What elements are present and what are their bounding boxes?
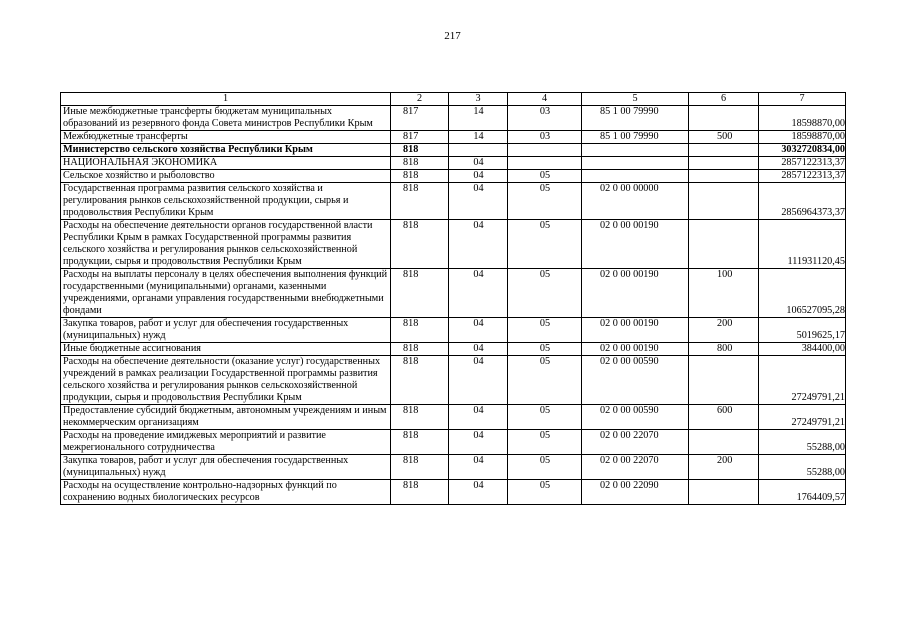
ministry-code-cell: 818 (391, 157, 449, 170)
expense-type-cell (689, 183, 759, 220)
target-article-cell: 02 0 00 00590 (582, 405, 689, 430)
amount-cell: 1764409,57 (759, 480, 846, 505)
expense-type-cell: 800 (689, 343, 759, 356)
ministry-code-cell: 818 (391, 430, 449, 455)
target-article-cell: 02 0 00 00590 (582, 356, 689, 405)
ministry-code-cell: 818 (391, 318, 449, 343)
item-name-cell: Расходы на обеспечение деятельности органов государственной власти Республики Крым в рамках Государственной программы развития сельского хозяйства и регулирования рынков сельскохозяйственной продукции, сырья и продовольствия Республики Крым (61, 220, 391, 269)
subsection-cell: 05 (508, 480, 582, 505)
item-name-cell: Расходы на проведение имиджевых мероприятий и развитие межрегионального сотрудничества (61, 430, 391, 455)
section-cell: 04 (449, 356, 508, 405)
target-article-cell: 85 1 00 79990 (582, 131, 689, 144)
amount-cell: 2857122313,37 (759, 170, 846, 183)
section-cell: 14 (449, 131, 508, 144)
amount-cell: 2856964373,37 (759, 183, 846, 220)
amount-cell: 106527095,28 (759, 269, 846, 318)
section-cell: 04 (449, 405, 508, 430)
amount-cell: 55288,00 (759, 455, 846, 480)
subsection-cell: 05 (508, 170, 582, 183)
amount-cell: 384400,00 (759, 343, 846, 356)
expense-type-cell (689, 157, 759, 170)
section-cell: 04 (449, 455, 508, 480)
item-name-cell: Расходы на осуществление контрольно-надзорных функций по сохранению водных биологических ресурсов (61, 480, 391, 505)
target-article-cell (582, 157, 689, 170)
amount-cell: 18598870,00 (759, 131, 846, 144)
ministry-code-cell: 817 (391, 131, 449, 144)
amount-cell: 5019625,17 (759, 318, 846, 343)
header-cell: 1 (61, 93, 391, 106)
section-cell: 14 (449, 106, 508, 131)
section-cell: 04 (449, 318, 508, 343)
page-number: 217 (444, 30, 461, 42)
expense-type-cell (689, 220, 759, 269)
header-cell: 2 (391, 93, 449, 106)
table-row (61, 405, 846, 430)
item-name-cell: Расходы на обеспечение деятельности (оказание услуг) государственных учреждений в рамках реализации Государственной программы развития сельского хозяйства и регулирования рынков сельскохозяйственной продукции, сырья и продовольствия Республики Крым (61, 356, 391, 405)
header-cell: 4 (508, 93, 582, 106)
table-row (61, 157, 846, 170)
expense-type-cell: 600 (689, 405, 759, 430)
header-cell: 5 (582, 93, 689, 106)
table-row (61, 106, 846, 131)
section-cell (449, 144, 508, 157)
subsection-cell (508, 144, 582, 157)
target-article-cell: 02 0 00 00190 (582, 318, 689, 343)
amount-cell: 111931120,45 (759, 220, 846, 269)
ministry-code-cell: 818 (391, 269, 449, 318)
ministry-code-cell: 817 (391, 106, 449, 131)
ministry-code-cell: 818 (391, 480, 449, 505)
item-name-cell: Расходы на выплаты персоналу в целях обеспечения выполнения функций государственными (муниципальными) органами, казенными учреждениями, органами управления государственными внебюджетными фондами (61, 269, 391, 318)
target-article-cell: 02 0 00 00190 (582, 343, 689, 356)
table-row (61, 131, 846, 144)
table-row (61, 183, 846, 220)
amount-cell: 18598870,00 (759, 106, 846, 131)
ministry-code-cell: 818 (391, 455, 449, 480)
table-row (61, 430, 846, 455)
expense-type-cell: 100 (689, 269, 759, 318)
item-name-cell: Государственная программа развития сельского хозяйства и регулирования рынков сельскохозяйственной продукции, сырья и продовольствия Республики Крым (61, 183, 391, 220)
amount-cell: 27249791,21 (759, 356, 846, 405)
header-cell: 3 (449, 93, 508, 106)
budget-table (60, 92, 846, 505)
subsection-cell: 05 (508, 318, 582, 343)
expense-type-cell (689, 480, 759, 505)
header-cell: 7 (759, 93, 846, 106)
target-article-cell (582, 144, 689, 157)
table-header-row (61, 93, 846, 106)
expense-type-cell (689, 356, 759, 405)
item-name-cell: Межбюджетные трансферты (61, 131, 391, 144)
expense-type-cell (689, 106, 759, 131)
subsection-cell: 03 (508, 131, 582, 144)
table-row (61, 480, 846, 505)
expense-type-cell (689, 144, 759, 157)
subsection-cell: 05 (508, 269, 582, 318)
ministry-code-cell: 818 (391, 183, 449, 220)
ministry-code-cell: 818 (391, 405, 449, 430)
amount-cell: 55288,00 (759, 430, 846, 455)
item-name-cell: Закупка товаров, работ и услуг для обеспечения государственных (муниципальных) нужд (61, 455, 391, 480)
target-article-cell: 02 0 00 22070 (582, 430, 689, 455)
expense-type-cell (689, 430, 759, 455)
section-cell: 04 (449, 480, 508, 505)
section-cell: 04 (449, 343, 508, 356)
target-article-cell: 02 0 00 22090 (582, 480, 689, 505)
table-row (61, 455, 846, 480)
amount-cell: 27249791,21 (759, 405, 846, 430)
target-article-cell: 02 0 00 00190 (582, 269, 689, 318)
table-row (61, 318, 846, 343)
amount-cell: 3032720834,00 (759, 144, 846, 157)
target-article-cell: 85 1 00 79990 (582, 106, 689, 131)
subsection-cell (508, 157, 582, 170)
expense-type-cell: 500 (689, 131, 759, 144)
item-name-cell: Закупка товаров, работ и услуг для обеспечения государственных (муниципальных) нужд (61, 318, 391, 343)
item-name-cell: Министерство сельского хозяйства Республики Крым (61, 144, 391, 157)
section-cell: 04 (449, 183, 508, 220)
amount-cell: 2857122313,37 (759, 157, 846, 170)
expense-type-cell: 200 (689, 455, 759, 480)
table-row (61, 343, 846, 356)
section-cell: 04 (449, 430, 508, 455)
target-article-cell: 02 0 00 00190 (582, 220, 689, 269)
section-cell: 04 (449, 170, 508, 183)
expense-type-cell: 200 (689, 318, 759, 343)
section-cell: 04 (449, 269, 508, 318)
section-cell: 04 (449, 220, 508, 269)
table-row (61, 170, 846, 183)
target-article-cell: 02 0 00 22070 (582, 455, 689, 480)
item-name-cell: Предоставление субсидий бюджетным, автономным учреждениям и иным некоммерческим организациям (61, 405, 391, 430)
subsection-cell: 03 (508, 106, 582, 131)
expense-type-cell (689, 170, 759, 183)
target-article-cell (582, 170, 689, 183)
subsection-cell: 05 (508, 220, 582, 269)
ministry-code-cell: 818 (391, 356, 449, 405)
ministry-code-cell: 818 (391, 144, 449, 157)
subsection-cell: 05 (508, 356, 582, 405)
ministry-code-cell: 818 (391, 343, 449, 356)
ministry-code-cell: 818 (391, 170, 449, 183)
table-row (61, 356, 846, 405)
subsection-cell: 05 (508, 430, 582, 455)
subsection-cell: 05 (508, 343, 582, 356)
section-cell: 04 (449, 157, 508, 170)
subsection-cell: 05 (508, 405, 582, 430)
item-name-cell: Сельское хозяйство и рыболовство (61, 170, 391, 183)
table-row (61, 220, 846, 269)
table-row (61, 269, 846, 318)
subsection-cell: 05 (508, 455, 582, 480)
item-name-cell: НАЦИОНАЛЬНАЯ ЭКОНОМИКА (61, 157, 391, 170)
item-name-cell: Иные межбюджетные трансферты бюджетам муниципальных образований из резервного фонда Совета министров Республики Крым (61, 106, 391, 131)
target-article-cell: 02 0 00 00000 (582, 183, 689, 220)
subsection-cell: 05 (508, 183, 582, 220)
table-row (61, 144, 846, 157)
header-cell: 6 (689, 93, 759, 106)
ministry-code-cell: 818 (391, 220, 449, 269)
item-name-cell: Иные бюджетные ассигнования (61, 343, 391, 356)
